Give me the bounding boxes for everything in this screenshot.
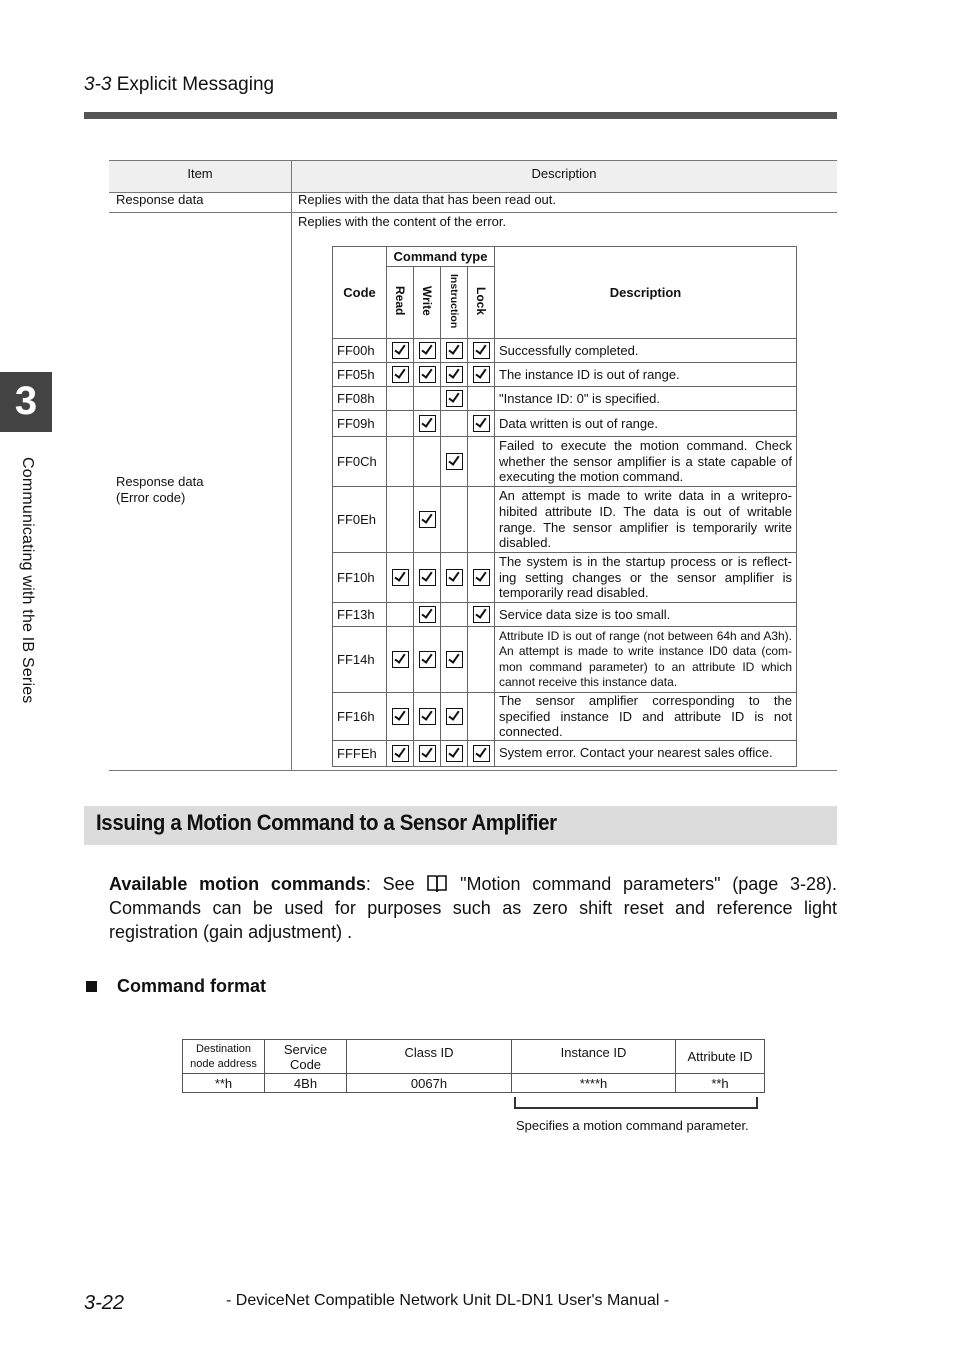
cell-instruction xyxy=(441,437,468,487)
col-description-header: Description xyxy=(531,166,597,181)
table-row xyxy=(333,693,797,741)
footer-manual-title: - DeviceNet Compatible Network Unit DL-DN1 User's Manual - xyxy=(226,1292,670,1309)
checkmark-icon xyxy=(392,651,409,668)
cell-lock xyxy=(468,487,495,553)
cell-instruction xyxy=(441,627,468,693)
table-row xyxy=(333,487,797,553)
col-description-header-inner: Description xyxy=(495,247,797,339)
row-error-code-description: Replies with the content of the error. xyxy=(298,214,507,229)
section-title: Explicit Messaging xyxy=(116,74,275,95)
cell-instruction xyxy=(441,740,468,766)
chapter-tab: 3 xyxy=(0,372,52,432)
error-description: The system is in the startup process or is reflect-ing setting changes or the sensor amplifier is temporarily read disabled. xyxy=(495,553,797,603)
command-format-title: Command format xyxy=(117,976,267,996)
cell-lock xyxy=(468,363,495,387)
error-description: Failed to execute the motion command. Check whether the sensor amplifier is a state capable of executing the motion command. xyxy=(495,437,797,487)
side-title-text: Communicating with the IB Series xyxy=(19,457,36,704)
fmt-header-service xyxy=(265,1040,347,1074)
row-divider xyxy=(109,212,837,213)
cell-instruction xyxy=(441,693,468,741)
error-code: FF00h xyxy=(333,339,387,363)
error-code-rows xyxy=(333,339,797,767)
cell-write xyxy=(414,693,441,741)
cell-lock xyxy=(468,387,495,411)
cell-write xyxy=(414,387,441,411)
cell-lock xyxy=(468,437,495,487)
bracket-note: Specifies a motion command parameter. xyxy=(516,1118,749,1133)
cell-read xyxy=(387,437,414,487)
error-description: The sensor amplifier corresponding to the specified instance ID and attribute ID is not connected. xyxy=(495,693,797,741)
fmt-value-attribute-id: **h xyxy=(676,1074,765,1093)
table-row xyxy=(333,603,797,627)
checkmark-icon xyxy=(419,511,436,528)
fmt-value-instance-id: ****h xyxy=(512,1074,676,1093)
fmt-svc-line2: Code xyxy=(289,1056,322,1072)
error-description: System error. Contact your nearest sales office. xyxy=(495,740,797,766)
fmt-dest-line1: Destination xyxy=(195,1042,252,1055)
cell-read xyxy=(387,603,414,627)
checkmark-icon xyxy=(446,569,463,586)
col-instruction-header: Instruction xyxy=(448,273,460,329)
cell-lock xyxy=(468,740,495,766)
fmt-svc-line1: Service xyxy=(283,1041,328,1057)
cell-instruction xyxy=(441,553,468,603)
checkmark-icon xyxy=(419,342,436,359)
checkmark-icon xyxy=(446,366,463,383)
checkmark-icon xyxy=(473,366,490,383)
error-code: FF16h xyxy=(333,693,387,741)
checkmark-icon xyxy=(446,708,463,725)
error-description: Attribute ID is out of range (not between 64h and A3h). An attempt is made to write instance ID0 data (com-mon command parameter) to an attribute ID which cannot receive this instance data. xyxy=(495,627,797,693)
table-row xyxy=(333,740,797,766)
error-description: Successfully completed. xyxy=(495,339,797,363)
section-number: 3-3 xyxy=(84,74,112,95)
table-row xyxy=(333,363,797,387)
table-row xyxy=(333,339,797,363)
cell-read xyxy=(387,487,414,553)
table-row xyxy=(333,553,797,603)
fmt-header-attribute-id: Attribute ID xyxy=(676,1040,765,1074)
paragraph-see: : See xyxy=(365,874,415,894)
error-code: FF10h xyxy=(333,553,387,603)
cell-instruction xyxy=(441,363,468,387)
error-description: The instance ID is out of range. xyxy=(495,363,797,387)
fmt-value-destination: **h xyxy=(183,1074,265,1093)
col-command-type-header: Command type xyxy=(387,247,495,267)
fmt-value-class-id: 0067h xyxy=(347,1074,512,1093)
error-code: FF14h xyxy=(333,627,387,693)
checkmark-icon xyxy=(419,415,436,432)
cell-read xyxy=(387,693,414,741)
error-code: FFFEh xyxy=(333,740,387,766)
error-description: Service data size is too small. xyxy=(495,603,797,627)
cell-lock xyxy=(468,603,495,627)
section-header xyxy=(84,74,274,96)
col-lock-header: Lock xyxy=(474,286,488,315)
cell-instruction xyxy=(441,603,468,627)
cell-read xyxy=(387,627,414,693)
checkmark-icon xyxy=(392,342,409,359)
col-code-header: Code xyxy=(333,247,387,339)
cell-write xyxy=(414,411,441,437)
checkmark-icon xyxy=(392,569,409,586)
checkmark-icon xyxy=(419,708,436,725)
error-code: FF13h xyxy=(333,603,387,627)
error-code: FF0Eh xyxy=(333,487,387,553)
error-description: An attempt is made to write data in a writepro-hibited attribute ID. The data is out of writable range. The sensor amplifier is temporarily write disabled. xyxy=(495,487,797,553)
book-reference-icon xyxy=(426,874,448,892)
table-row xyxy=(333,627,797,693)
row-error-code-item-line1: Response data xyxy=(116,474,204,489)
checkmark-icon xyxy=(392,366,409,383)
checkmark-icon xyxy=(419,569,436,586)
table-row xyxy=(333,387,797,411)
header-rule xyxy=(84,112,837,119)
cell-read xyxy=(387,740,414,766)
cell-write xyxy=(414,487,441,553)
command-format-table xyxy=(182,1039,765,1093)
checkmark-icon xyxy=(473,569,490,586)
checkmark-icon xyxy=(419,606,436,623)
cell-write xyxy=(414,603,441,627)
bullet-square-icon xyxy=(86,981,97,992)
col-write-header: Write xyxy=(420,286,434,316)
cell-lock xyxy=(468,411,495,437)
motion-commands-paragraph xyxy=(109,872,837,944)
column-divider xyxy=(291,160,292,771)
table-row xyxy=(333,411,797,437)
cell-write xyxy=(414,339,441,363)
error-code: FF05h xyxy=(333,363,387,387)
col-read-header: Read xyxy=(393,286,407,316)
page-number: 3-22 xyxy=(84,1292,125,1314)
cell-instruction xyxy=(441,487,468,553)
checkmark-icon xyxy=(419,651,436,668)
row-response-data-description: Replies with the data that has been read out. xyxy=(298,192,557,207)
table-row xyxy=(333,437,797,487)
checkmark-icon xyxy=(419,745,436,762)
fmt-dest-line2: node address xyxy=(190,1057,257,1070)
error-description: Data written is out of range. xyxy=(495,411,797,437)
section-title-heading: Issuing a Motion Command to a Sensor Amplifier xyxy=(96,810,557,835)
cell-read xyxy=(387,363,414,387)
cell-read xyxy=(387,411,414,437)
cell-read xyxy=(387,339,414,363)
row-response-data-item: Response data xyxy=(116,192,204,207)
cell-instruction xyxy=(441,387,468,411)
row-error-code-item-line2: (Error code) xyxy=(116,490,186,505)
cell-lock xyxy=(468,339,495,363)
page-reference-link[interactable]: "Motion command parameters" (page 3-28). xyxy=(460,874,837,894)
checkmark-icon xyxy=(473,606,490,623)
col-item-header: Item xyxy=(187,166,213,181)
checkmark-icon xyxy=(446,453,463,470)
parameter-bracket xyxy=(514,1097,758,1109)
checkmark-icon xyxy=(473,745,490,762)
side-title xyxy=(8,457,50,747)
checkmark-icon xyxy=(392,708,409,725)
checkmark-icon xyxy=(446,651,463,668)
cell-write xyxy=(414,363,441,387)
cell-write xyxy=(414,740,441,766)
fmt-value-service: 4Bh xyxy=(265,1074,347,1093)
checkmark-icon xyxy=(446,745,463,762)
cell-instruction xyxy=(441,339,468,363)
cell-read xyxy=(387,553,414,603)
error-description: "Instance ID: 0" is specified. xyxy=(495,387,797,411)
cell-write xyxy=(414,627,441,693)
checkmark-icon xyxy=(473,415,490,432)
checkmark-icon xyxy=(392,745,409,762)
error-code-table xyxy=(332,246,797,767)
checkmark-icon xyxy=(419,366,436,383)
cell-lock xyxy=(468,553,495,603)
checkmark-icon xyxy=(446,390,463,407)
error-code: FF0Ch xyxy=(333,437,387,487)
cell-write xyxy=(414,553,441,603)
fmt-header-instance-id: Instance ID xyxy=(512,1040,676,1074)
checkmark-icon xyxy=(473,342,490,359)
cell-read xyxy=(387,387,414,411)
error-code: FF09h xyxy=(333,411,387,437)
cell-lock xyxy=(468,693,495,741)
fmt-header-class-id: Class ID xyxy=(347,1040,512,1074)
paragraph-lead: Available motion commands xyxy=(109,874,366,894)
checkmark-icon xyxy=(446,342,463,359)
paragraph-rest: Commands can be used for purposes such as zero shift reset and reference light registration (gain adjustment) . xyxy=(109,898,837,942)
table-bottom-rule xyxy=(109,770,837,771)
cell-write xyxy=(414,437,441,487)
error-code: FF08h xyxy=(333,387,387,411)
cell-instruction xyxy=(441,411,468,437)
fmt-header-destination xyxy=(183,1040,265,1074)
cell-lock xyxy=(468,627,495,693)
